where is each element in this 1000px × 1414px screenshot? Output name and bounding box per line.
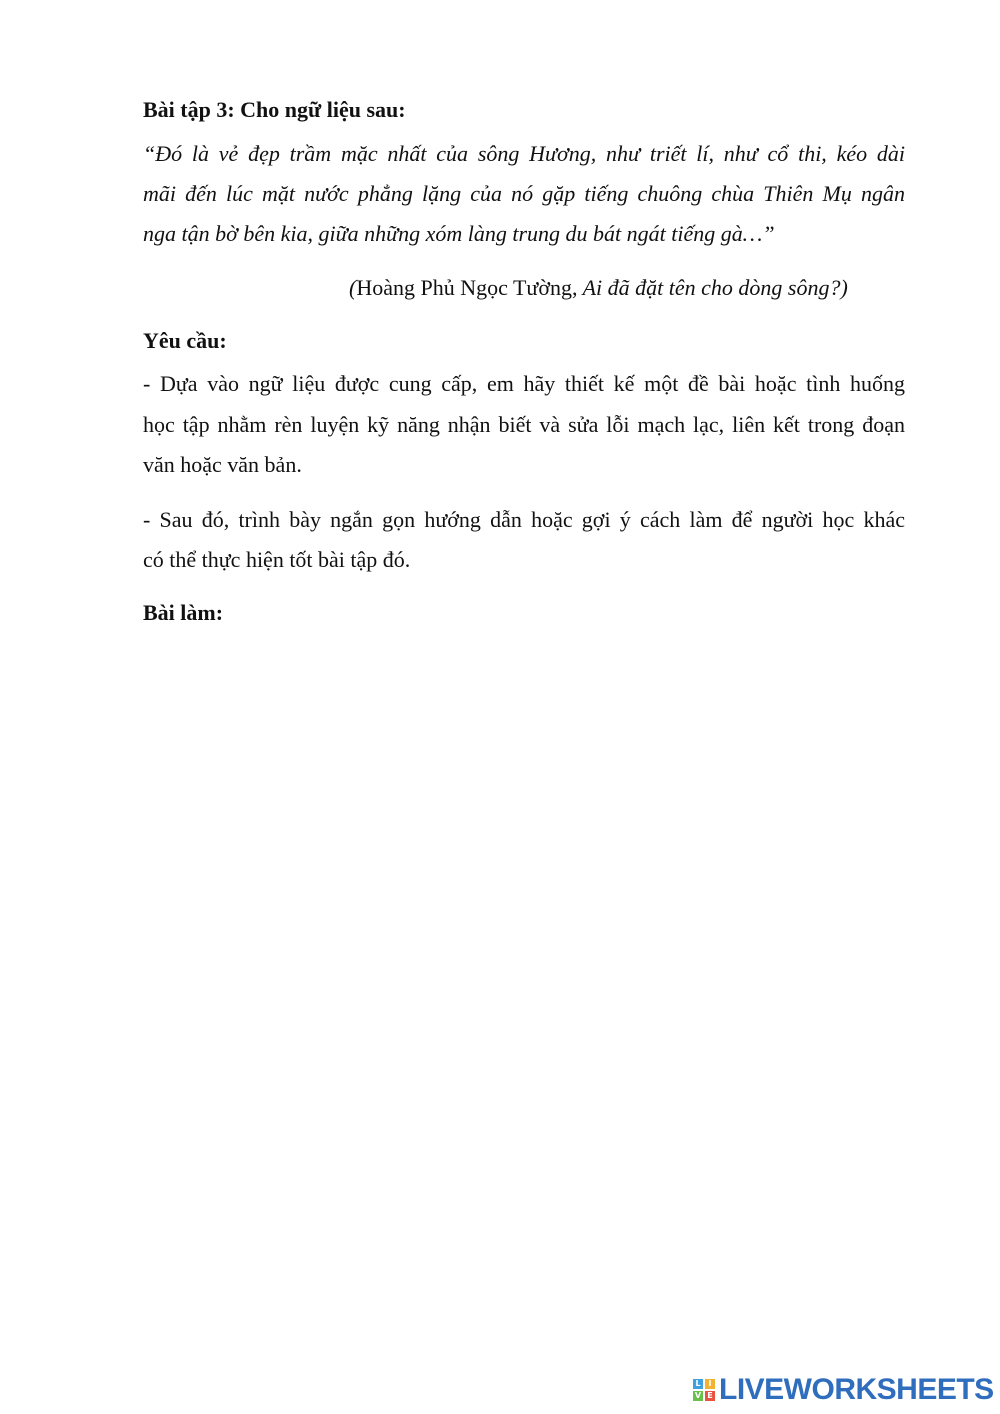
requirement-1-line-1: - Dựa vào ngữ liệu được cung cấp, em hãy thiết kế một đề bài hoặc tình huống [143,371,905,396]
quote-line-2: mãi đến lúc mặt nước phẳng lặng của nó gặp tiếng chuông chùa Thiên Mụ ngân [143,181,905,206]
logo-text: LIVEWORKSHEETS [719,1373,994,1406]
requirement-1-line-3: văn hoặc văn bản. [143,452,302,477]
live-badge-icon [693,1379,715,1401]
badge-letter-v: V [694,1391,702,1400]
answer-heading: Bài làm: [143,600,224,625]
quote-line-1: “Đó là vẻ đẹp trầm mặc nhất của sông Hương, như triết lí, như cổ thi, kéo dài [143,141,905,166]
liveworksheets-logo [693,1372,994,1408]
citation [349,273,848,303]
requirement-2-line-2: có thể thực hiện tốt bài tập đó. [143,547,411,572]
badge-letter-l: L [693,1379,703,1389]
exercise-heading: Bài tập 3: Cho ngữ liệu sau: [143,97,406,122]
requirement-2-line-1: - Sau đó, trình bày ngắn gọn hướng dẫn hoặc gợi ý cách làm để người học khác [143,507,905,532]
citation-open-paren: ( [349,275,357,300]
citation-title: Ai đã đặt tên cho dòng sông?) [577,275,848,300]
badge-letter-i: I [705,1379,715,1389]
quote-line-3: nga tận bờ bên kia, giữa những xóm làng trung du bát ngát tiếng gà…” [143,221,775,246]
badge-letter-e: E [705,1391,715,1401]
requirement-1-line-2: học tập nhằm rèn luyện kỹ năng nhận biết và sửa lỗi mạch lạc, liên kết trong đoạn [143,412,905,437]
citation-author: Hoàng Phủ Ngọc Tường, [356,275,578,300]
requirements-heading: Yêu cầu: [143,328,227,353]
